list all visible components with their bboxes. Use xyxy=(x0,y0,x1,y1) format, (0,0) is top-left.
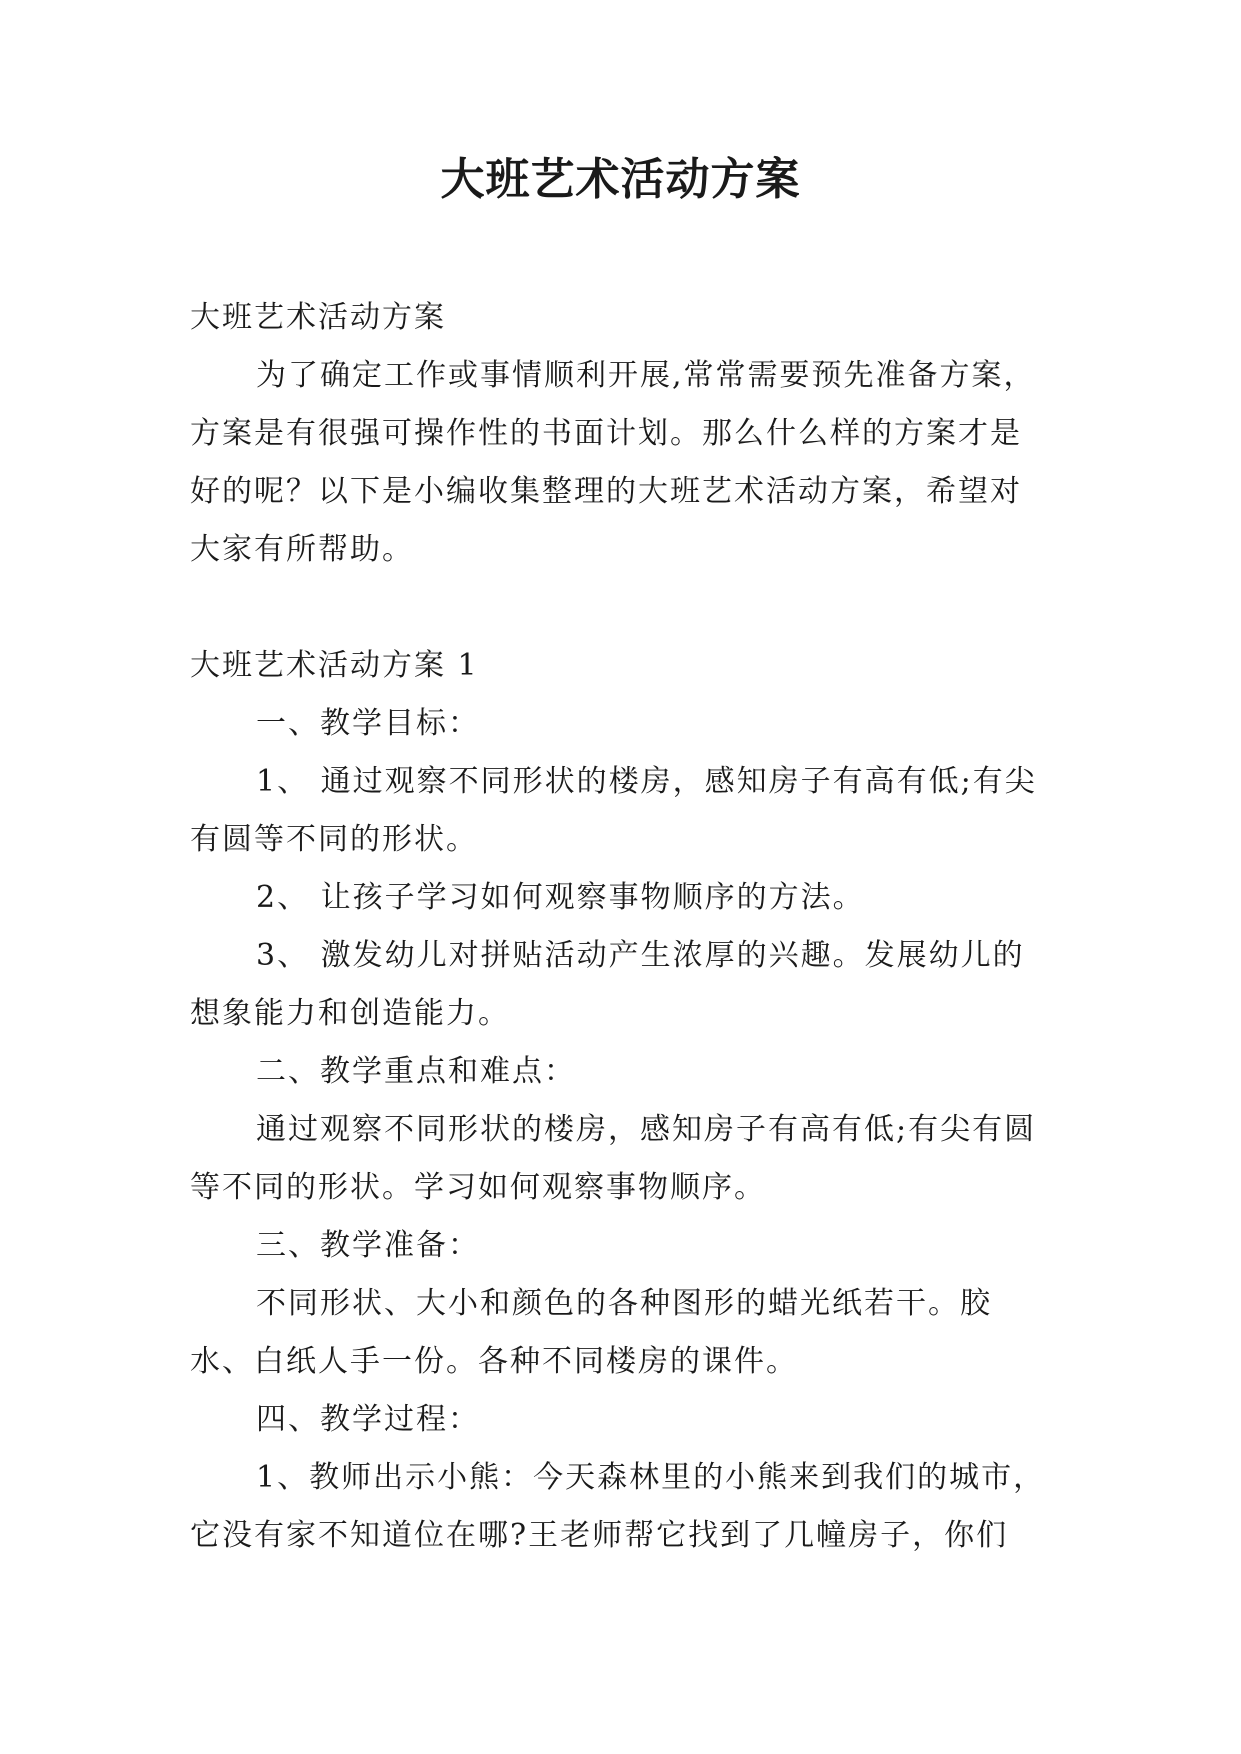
paragraph-spacer xyxy=(190,579,1052,637)
list-item: 3、 激发幼儿对拼贴活动产生浓厚的兴趣。发展幼儿的想象能力和创造能力。 xyxy=(190,938,1025,1031)
body-paragraph: 通过观察不同形状的楼房，感知房子有高有低;有尖有圆等不同的形状。学习如何观察事物顺序。 xyxy=(190,1112,1037,1205)
intro-paragraph: 为了确定工作或事情顺利开展,常常需要预先准备方案，方案是有很强可操作性的书面计划。那么什么样的方案才是好的呢？以下是小编收集整理的大班艺术活动方案，希望对大家有所帮助。 xyxy=(190,358,1036,567)
section-heading: 大班艺术活动方案 1 xyxy=(190,648,479,683)
document-body xyxy=(190,289,1052,1565)
subsection-heading: 三、教学准备： xyxy=(256,1228,480,1263)
body-paragraph: 1、教师出示小熊：今天森林里的小熊来到我们的城市，它没有家不知道位在哪?王老师帮它找到了几幢房子，你们 xyxy=(190,1460,1046,1553)
subsection-heading: 四、教学过程： xyxy=(256,1402,480,1437)
list-item: 2、 让孩子学习如何观察事物顺序的方法。 xyxy=(256,880,865,915)
subsection-heading: 二、教学重点和难点： xyxy=(256,1054,576,1089)
list-item: 1、 通过观察不同形状的楼房，感知房子有高有低;有尖有圆等不同的形状。 xyxy=(190,764,1037,857)
document-title: 大班艺术活动方案 xyxy=(440,154,801,205)
section-heading: 大班艺术活动方案 xyxy=(190,300,446,335)
subsection-heading: 一、教学目标： xyxy=(256,706,480,741)
body-paragraph: 不同形状、大小和颜色的各种图形的蜡光纸若干。胶水、白纸人手一份。各种不同楼房的课件。 xyxy=(190,1286,992,1379)
